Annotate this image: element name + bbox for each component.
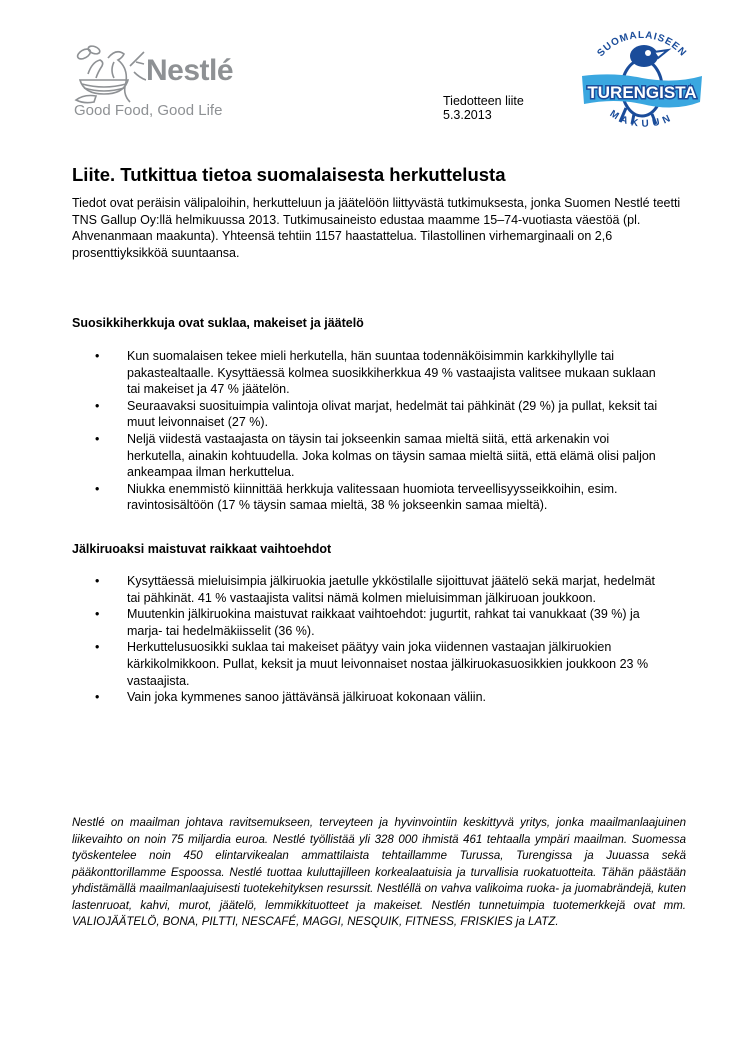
- bottom-arc-text: MAKUUN: [607, 108, 676, 130]
- list-item: • Muutenkin jälkiruokina maistuvat raikkaat vaihtoehdot: jugurtit, rahkat tai vanukkaat (39 %) ja marja- tai hedelmäkiisselit (36 %).: [72, 606, 662, 639]
- turengista-logo: [574, 26, 710, 138]
- section-heading-desserts: Jälkiruoaksi maistuvat raikkaat vaihtoehdot: [72, 542, 332, 556]
- section-heading-favourites: Suosikkiherkkuja ovat suklaa, makeiset ja jäätelö: [72, 316, 364, 330]
- attachment-label: Tiedotteen liite: [443, 94, 524, 108]
- document-meta: [443, 94, 524, 122]
- top-arc-text: SUOMALAISEEN: [595, 29, 689, 60]
- nestle-wordmark: Nestlé: [146, 54, 234, 87]
- document-title: Liite. Tutkittua tietoa suomalaisesta herkuttelusta: [72, 164, 506, 185]
- nestle-tagline: Good Food, Good Life: [74, 102, 223, 119]
- nest-birds-icon: [74, 44, 146, 106]
- list-item: • Kun suomalaisen tekee mieli herkutella, hän suuntaa todennäköisimmin karkkihyllylle tai pakastealtaalle. Kysyttäessä kolmea suosikkiherkkua 49 % vastaajista valitsee mukaan suklaan tai makeiset ja 47 % jäätelön.: [72, 348, 662, 398]
- banner-text: TURENGISTA: [587, 83, 697, 102]
- list-item: • Neljä viidestä vastaajasta on täysin tai jokseenkin samaa mieltä siitä, että arkenakin voi herkutella, ainakin kohtuudella. Joka kolmas on täysin samaa mieltä siitä, että elämä olisi paljon ankeampaa ilman herkuttelua.: [72, 431, 662, 481]
- list-item: • Seuraavaksi suosituimpia valintoja olivat marjat, hedelmät tai pähkinät (29 %) ja pullat, keksit tai muut leivonnaiset (27 %).: [72, 398, 662, 431]
- list-item: • Herkuttelusuosikki suklaa tai makeiset päätyy vain joka viidennen vastaajan jälkiruokien kärkikolmikkoon. Pullat, keksit ja muut leivonnaiset nostaa jälkiruokasuosikkien joukkoon 23 % vastaajista.: [72, 639, 662, 689]
- favourites-bullet-list: [72, 348, 662, 514]
- company-boilerplate: Nestlé on maailman johtava ravitsemukseen, terveyteen ja hyvinvointiin keskittyvä yritys, jonka maailmanlaajuinen liikevaihto on noin 75 miljardia euroa. Nestlé työllistää yli 328 000 ihmistä 461 tehtaalla ympäri maailman. Suomessa työskentelee noin 450 elintarvikealan ammattilaista tehtaillamme Turussa, Turengissa ja Juuassa sekä pääkonttorillamme Espoossa. Nestlé tuottaa kuluttajilleen korkealaatuisia ja turvallisia ruokatuotteita. Tähän päästään yhdistämällä maailmanlaajuisesti tuotekehityksen resurssit. Nestléllä on vahva valikoima ruoka- ja juomabrändejä, kuten lastenruoat, kahvi, murot, jäätelö, lemmikkituotteet ja makeiset. Nestlén tunnetuimpia tuotemerkkejä ovat mm. VALIOJÄÄTELÖ, BONA, PILTTI, NESCAFÉ, MAGGI, NESQUIK, FITNESS, FRISKIES ja LATZ.: [72, 817, 686, 928]
- intro-paragraph: Tiedot ovat peräisin välipaloihin, herkutteluun ja jäätelöön liittyvästä tutkimuksesta, jonka Suomen Nestlé teetti TNS Gallup Oy:llä helmikuussa 2013. Tutkimusaineisto edustaa maamme 15–74-vuotiasta väestöä (pl. Ahvenanmaan maakunta). Yhteensä tehtiin 1157 haastattelua. Tilastollinen virhemarginaali on 2,6 prosenttiyksikköä suuntaansa.: [72, 196, 681, 260]
- nestle-logo: [74, 40, 274, 126]
- list-item: • Kysyttäessä mieluisimpia jälkiruokia jaetulle ykköstilalle sijoittuvat jäätelö sekä marjat, hedelmät tai pähkinät. 41 % vastaajista valitsi nämä kolmen mieluisimman jälkiruoan joukkoon.: [72, 573, 662, 606]
- list-item: • Vain joka kymmenes sanoo jättävänsä jälkiruoat kokonaan väliin.: [72, 689, 662, 706]
- list-item: • Niukka enemmistö kiinnittää herkkuja valitessaan huomiota terveellisyysseikkoihin, esim. ravintosisältöön (17 % täysin samaa mieltä, 38 % jokseenkin samaa mieltä).: [72, 481, 662, 514]
- desserts-bullet-list: [72, 573, 662, 706]
- release-date: 5.3.2013: [443, 108, 492, 122]
